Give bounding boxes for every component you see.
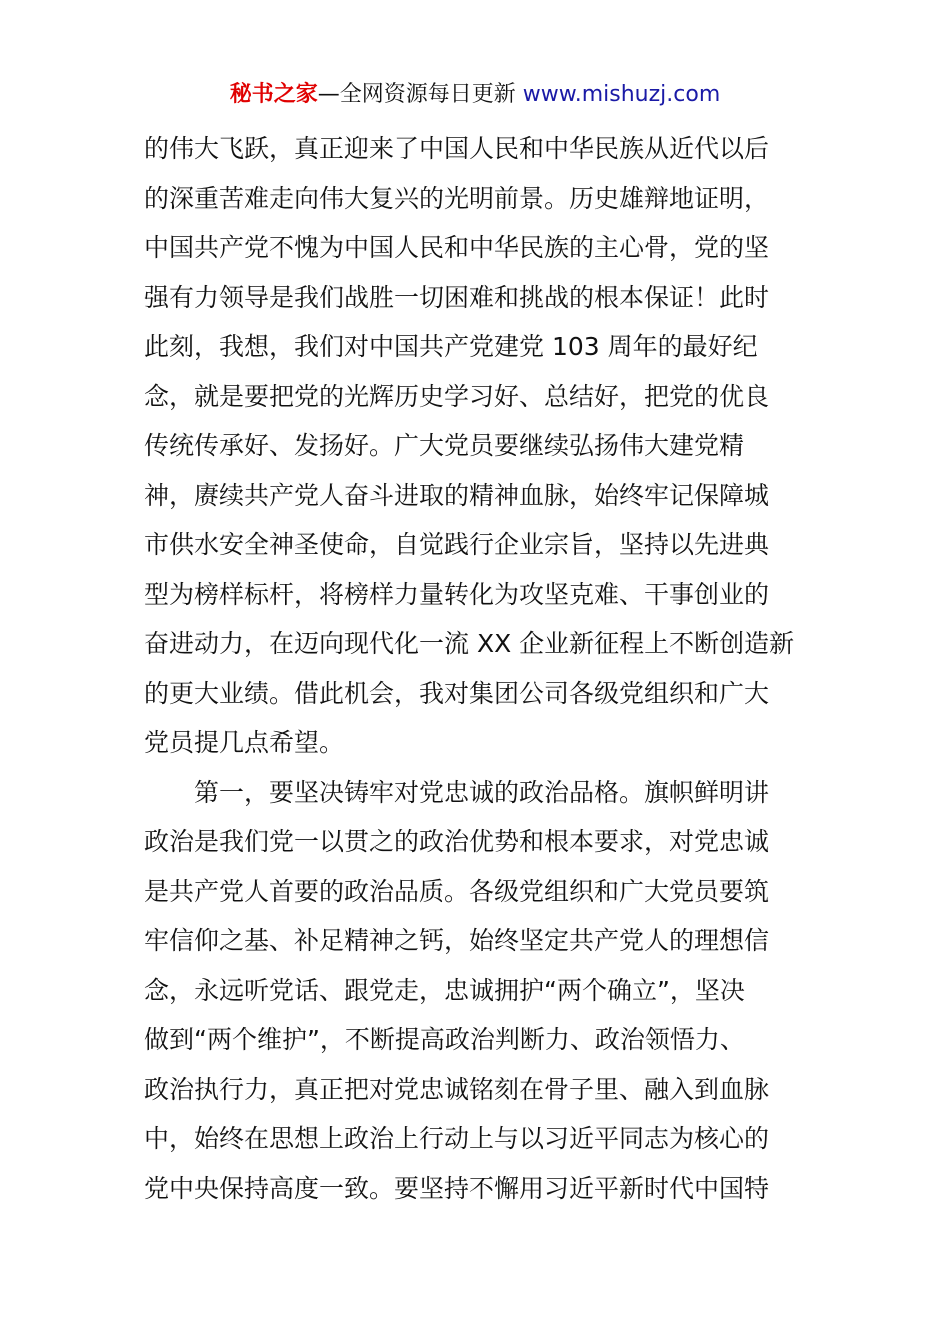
paragraph-first-line: 第一，要坚决铸牢对党忠诚的政治品格。旗帜鲜明讲 — [194, 777, 770, 807]
text-line: 强有力领导是我们战胜一切困难和挑战的根本保证！此时 — [144, 282, 770, 312]
text-line: 念，就是要把党的光辉历史学习好、总结好，把党的优良 — [144, 381, 770, 411]
text-line: 传统传承好、发扬好。广大党员要继续弘扬伟大建党精 — [144, 431, 745, 460]
text-line: 此刻，我想，我们对中国共产党建党 103 周年的最好纪 — [144, 332, 758, 361]
site-url-link[interactable]: www.mishuzj.com — [522, 82, 721, 107]
text-line: 中国共产党不愧为中国人民和中华民族的主心骨，党的坚 — [144, 233, 770, 262]
text-line: 政治是我们党一以贯之的政治优势和根本要求，对党忠诚 — [144, 827, 770, 856]
document-body — [144, 124, 814, 1213]
text-line: 中，始终在思想上政治上行动上与以习近平同志为核心的 — [144, 1124, 770, 1153]
text-line: 党员提几点希望。 — [144, 728, 345, 757]
text-line: 的伟大飞跃，真正迎来了中国人民和中华民族从近代以后 — [144, 134, 770, 163]
text-line: 型为榜样标杆，将榜样力量转化为攻坚克难、干事创业的 — [144, 579, 770, 609]
text-line: 的更大业绩。借此机会，我对集团公司各级党组织和广大 — [144, 678, 770, 708]
text-line: 神，赓续共产党人奋斗进取的精神血脉，始终牢记保障城 — [144, 480, 770, 510]
text-line: 做到“两个维护”，不断提高政治判断力、政治领悟力、 — [144, 1025, 745, 1054]
text-line: 政治执行力，真正把对党忠诚铭刻在骨子里、融入到血脉 — [144, 1074, 770, 1104]
text-line: 奋进动力，在迈向现代化一流 XX 企业新征程上不断创造新 — [144, 629, 795, 658]
text-line: 党中央保持高度一致。要坚持不懈用习近平新时代中国特 — [144, 1173, 770, 1203]
text-line: 是共产党人首要的政治品质。各级党组织和广大党员要筑 — [144, 876, 770, 906]
site-brand: 秘书之家 — [229, 82, 318, 107]
text-line: 牢信仰之基、补足精神之钙，始终坚定共产党人的理想信 — [144, 926, 770, 955]
site-tagline: —全网资源每日更新 — [317, 82, 523, 107]
text-line: 念，永远听党话、跟党走，忠诚拥护“两个确立”，坚决 — [144, 975, 745, 1005]
site-header — [0, 80, 950, 110]
text-line: 的深重苦难走向伟大复兴的光明前景。历史雄辩地证明， — [144, 183, 770, 213]
text-line: 市供水安全神圣使命，自觉践行企业宗旨，坚持以先进典 — [144, 530, 770, 559]
